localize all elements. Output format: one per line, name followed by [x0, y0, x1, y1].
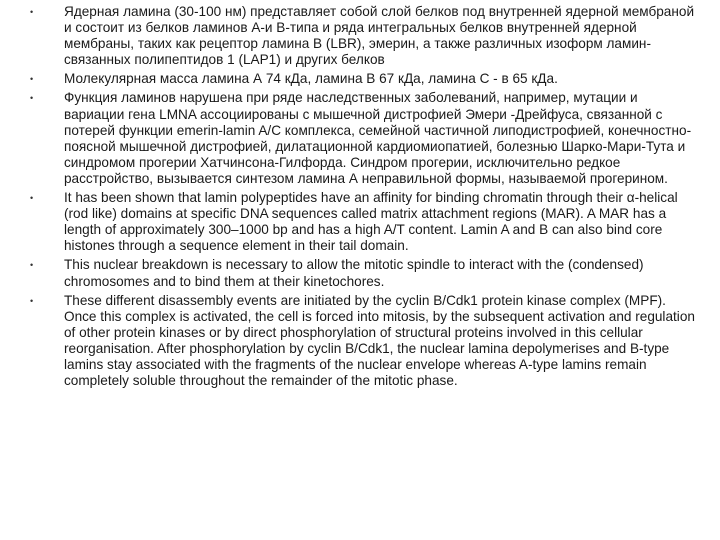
list-item: [30, 293, 700, 390]
bullet-text: This nuclear breakdown is necessary to allow the mitotic spindle to interact with the (condensed) chromosomes and to bind them at their kinetochores.: [64, 257, 644, 289]
list-item: [30, 257, 700, 289]
bullet-icon: •: [30, 74, 34, 85]
bullet-text: Ядерная ламина (30-100 нм) представляет собой слой белков под внутренней ядерной мембраной и состоит из белков ламинов А-и В-типа и ряда интегральных белков внутренней ядерной мембраны, таких как рецептор ламина B (LBR), эмерин, а также различных изоформ ламин-связанных полипептидов 1 (LAP1) и других белков: [64, 4, 695, 68]
bullet-icon: •: [30, 193, 34, 204]
list-item: [30, 90, 700, 187]
list-item: [30, 71, 700, 87]
bullet-list: [30, 4, 700, 392]
list-item: [30, 190, 700, 254]
bullet-text: It has been shown that lamin polypeptides have an affinity for binding chromatin through their α-helical (rod like) domains at specific DNA sequences called matrix attachment regions (MAR). A MAR has a length of approximately 300–1000 bp and has a high A/T content. Lamin A and B can also bind core histones through a sequence element in their tail domain.: [64, 190, 678, 254]
bullet-text: Функция ламинов нарушена при ряде наследственных заболеваний, например, мутации и вариации гена LMNA ассоциированы с мышечной дистрофией Эмери -Дрейфуса, связанной с потерей функции emerin-lamin A/C комплекса, семейной частичной липодистрофией, конечностно-поясной мышечной дистрофией, дилатационной кардиомиопатией, болезнью Шарко-Мари-Тута и синдромом прогерии Хатчинсона-Гилфорда. Синдром прогерии, исключительно редкое расстройство, вызывается синтезом ламина А неправильной формы, называемой прогерином.: [64, 90, 692, 186]
bullet-icon: •: [30, 260, 34, 271]
bullet-text: These different disassembly events are initiated by the cyclin B/Cdk1 protein kinase complex (MPF). Once this complex is activated, the cell is forced into mitosis, by the subsequent activation and regulation of other protein kinases or by direct phosphorylation of structural proteins involved in this cellular reorganisation. After phosphorylation by cyclin B/Cdk1, the nuclear lamina depolymerises and B-type lamins stay associated with the fragments of the nuclear envelope whereas A-type lamins remain completely soluble throughout the remainder of the mitotic phase.: [64, 292, 695, 389]
bullet-icon: •: [30, 7, 34, 17]
bullet-icon: •: [30, 295, 34, 306]
list-item: [30, 4, 700, 68]
bullet-text: Молекулярная масса ламина А 74 кДа, ламина В 67 кДа, ламина С - в 65 кДа.: [64, 71, 558, 87]
bullet-icon: •: [30, 93, 34, 104]
